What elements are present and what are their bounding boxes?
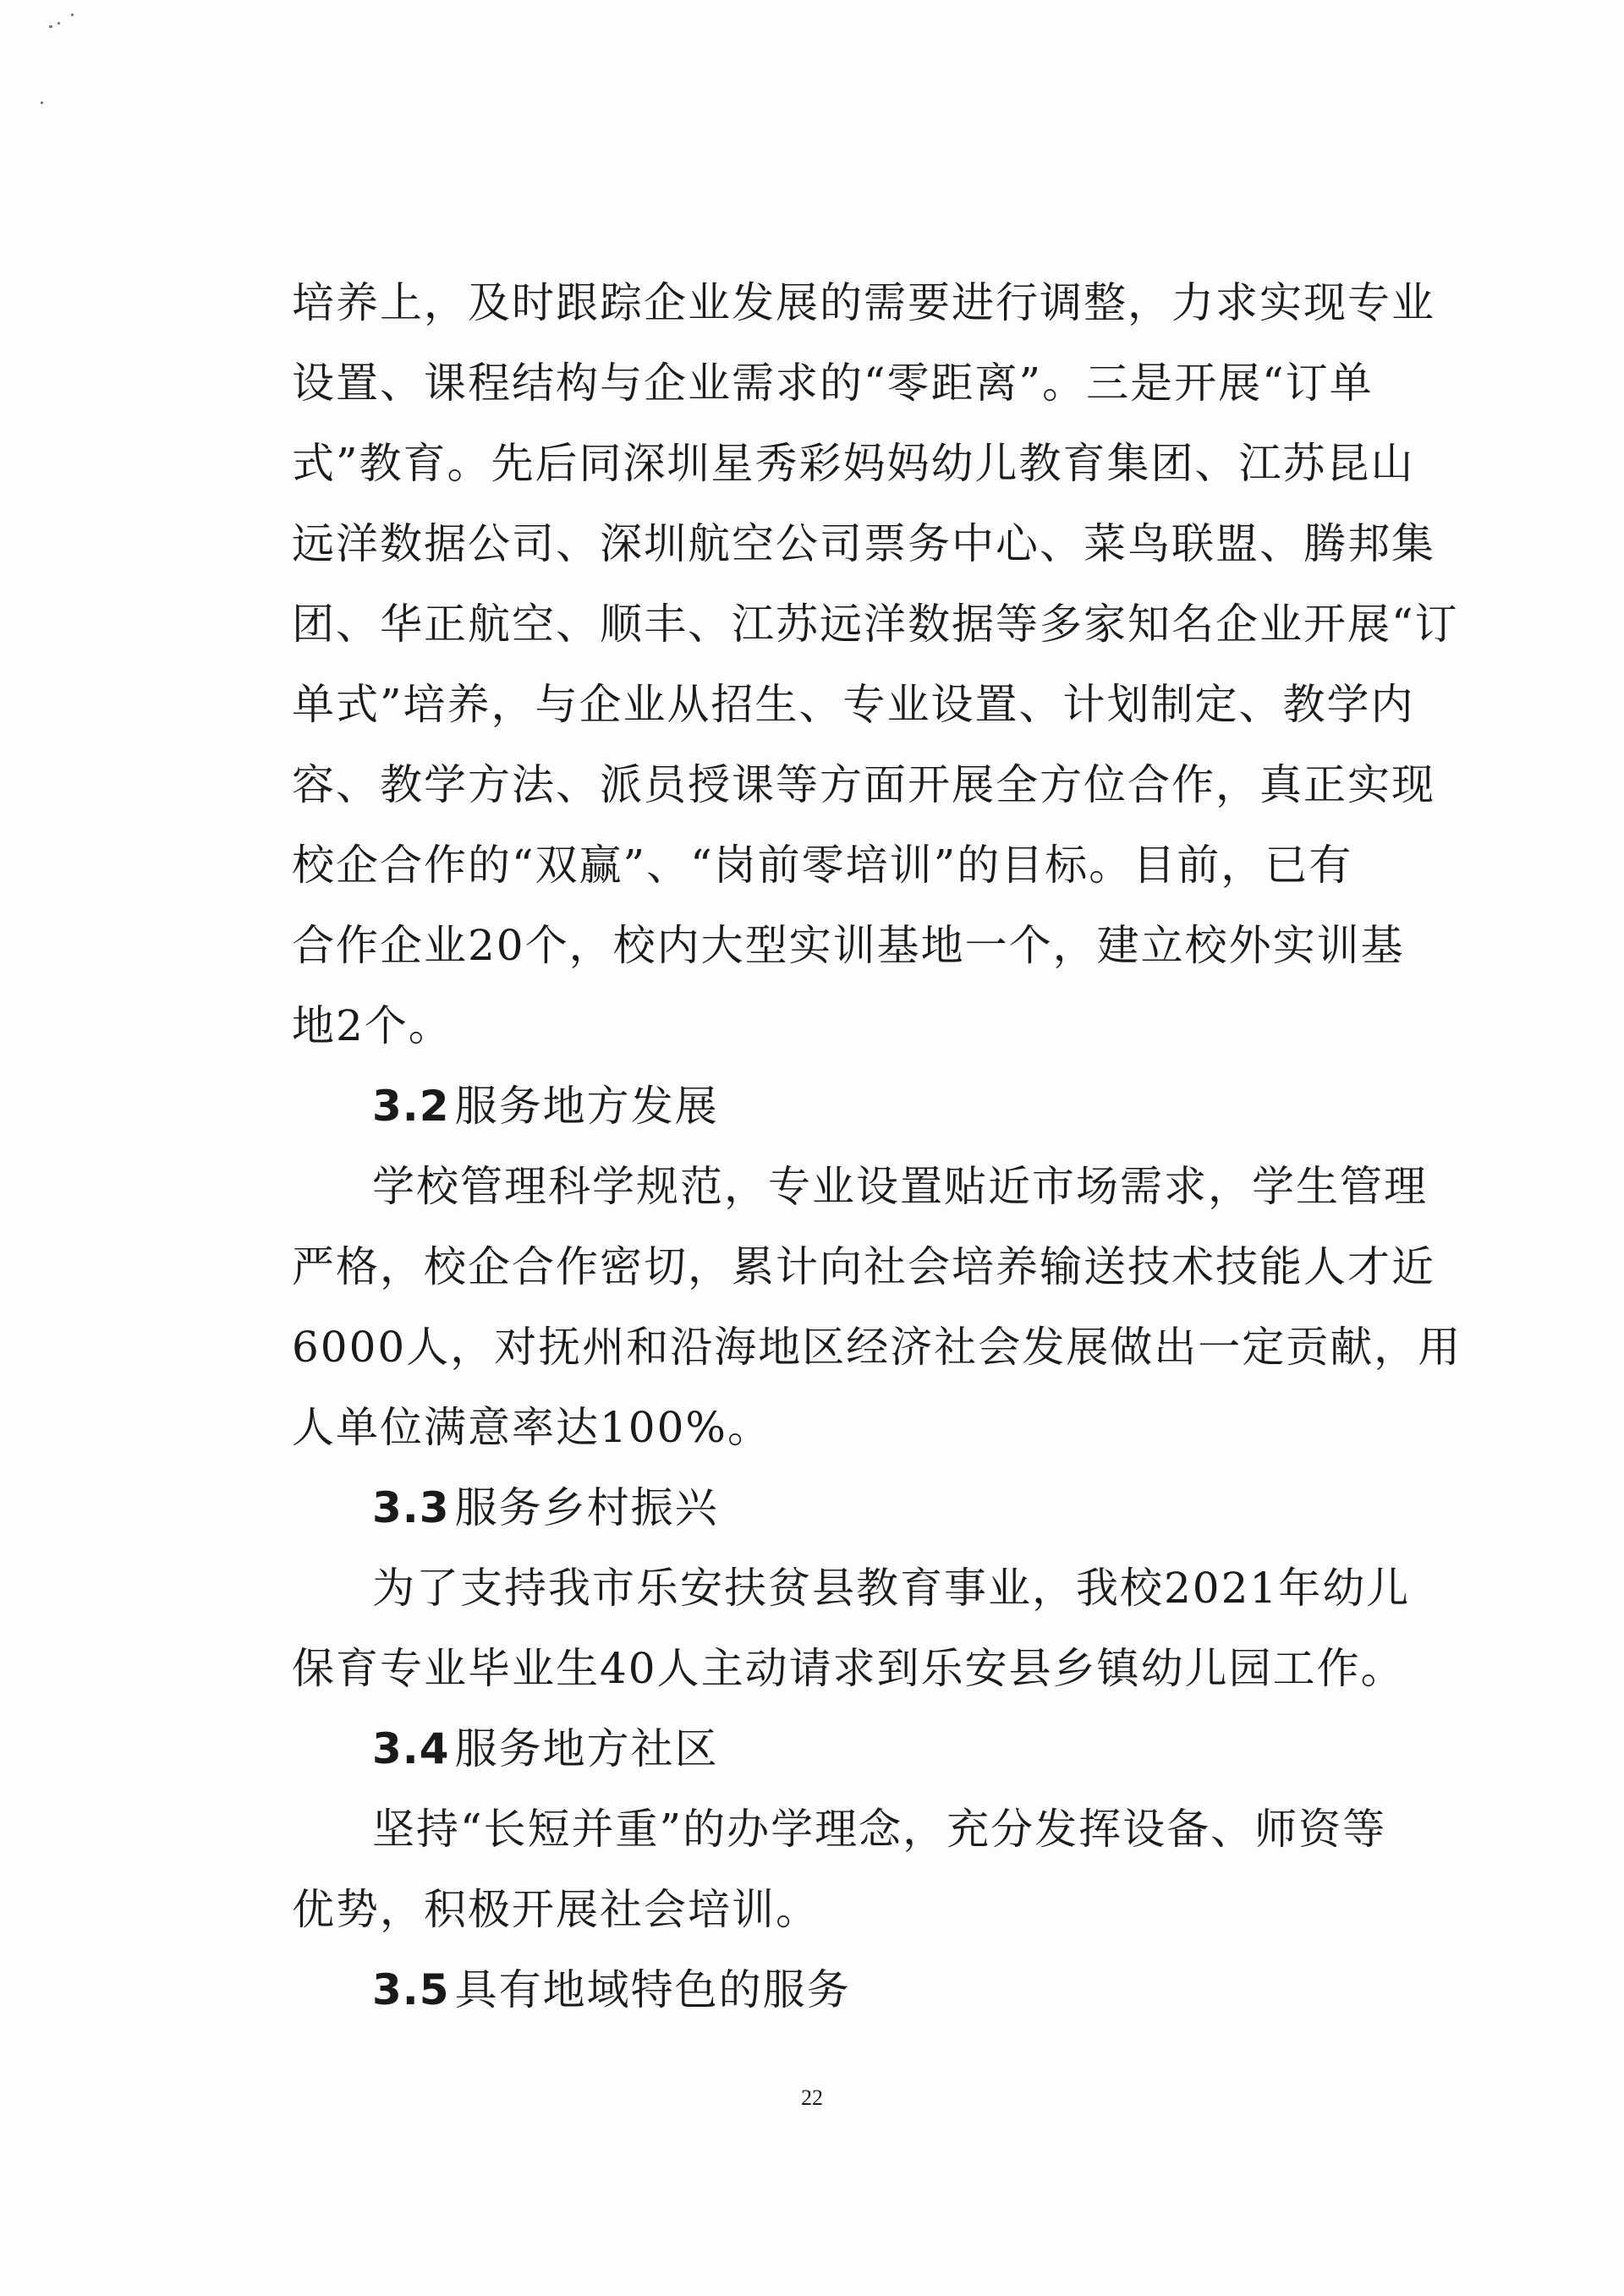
section-number: 3.4 xyxy=(372,1724,450,1773)
section-title: 服务地方社区 xyxy=(454,1724,719,1773)
section-heading-3-5 xyxy=(372,1966,851,2014)
paragraph-line: 学校管理科学规范，专业设置贴近市场需求，学生管理 xyxy=(372,1162,1428,1211)
section-title: 具有地域特色的服务 xyxy=(454,1965,851,2014)
scan-speck xyxy=(58,22,60,25)
paragraph-line: 容、教学方法、派员授课等方面开展全方位合作，真正实现 xyxy=(292,760,1435,809)
section-number: 3.3 xyxy=(372,1483,450,1532)
paragraph-line: 人单位满意率达100%。 xyxy=(292,1403,771,1452)
section-title: 服务地方发展 xyxy=(454,1082,719,1131)
scan-speck xyxy=(41,101,43,104)
paragraph-line: 团、华正航空、顺丰、江苏远洋数据等多家知名企业开展“订 xyxy=(292,600,1459,649)
scan-speck xyxy=(49,25,52,28)
paragraph-line: 校企合作的“双赢”、“岗前零培训”的目标。目前，已有 xyxy=(292,841,1353,890)
paragraph-line: 保育专业毕业生40人主动请求到乐安县乡镇幼儿园工作。 xyxy=(292,1644,1405,1693)
scan-speck xyxy=(71,14,74,16)
paragraph-line: 设置、课程结构与企业需求的“零距离”。三是开展“订单 xyxy=(292,359,1374,408)
section-title: 服务乡村振兴 xyxy=(454,1483,719,1532)
paragraph-line: 单式”培养，与企业从招生、专业设置、计划制定、教学内 xyxy=(292,680,1415,729)
paragraph-line: 为了支持我市乐安扶贫县教育事业，我校2021年幼儿 xyxy=(372,1564,1411,1613)
paragraph-line: 合作企业20个，校内大型实训基地一个，建立校外实训基 xyxy=(292,921,1405,970)
paragraph-line: 优势，积极开展社会培训。 xyxy=(292,1885,820,1934)
paragraph-line: 式”教育。先后同深圳星秀彩妈妈幼儿教育集团、江苏昆山 xyxy=(292,439,1415,488)
page-number: 22 xyxy=(801,2085,823,2110)
section-number: 3.5 xyxy=(372,1965,450,2014)
paragraph-line: 坚持“长短并重”的办学理念，充分发挥设备、师资等 xyxy=(372,1805,1387,1854)
section-heading-3-4 xyxy=(372,1725,719,1773)
section-heading-3-3 xyxy=(372,1484,719,1532)
paragraph-line: 远洋数据公司、深圳航空公司票务中心、菜鸟联盟、腾邦集 xyxy=(292,519,1435,568)
paragraph-line: 培养上，及时跟踪企业发展的需要进行调整，力求实现专业 xyxy=(292,278,1435,327)
section-heading-3-2 xyxy=(372,1082,719,1130)
paragraph-line: 严格，校企合作密切，累计向社会培养输送技术技能人才近 xyxy=(292,1242,1435,1291)
section-number: 3.2 xyxy=(372,1082,450,1131)
paragraph-line: 地2个。 xyxy=(292,1001,453,1050)
paragraph-line: 6000人，对抚州和沿海地区经济社会发展做出一定贡献，用 xyxy=(292,1323,1462,1372)
